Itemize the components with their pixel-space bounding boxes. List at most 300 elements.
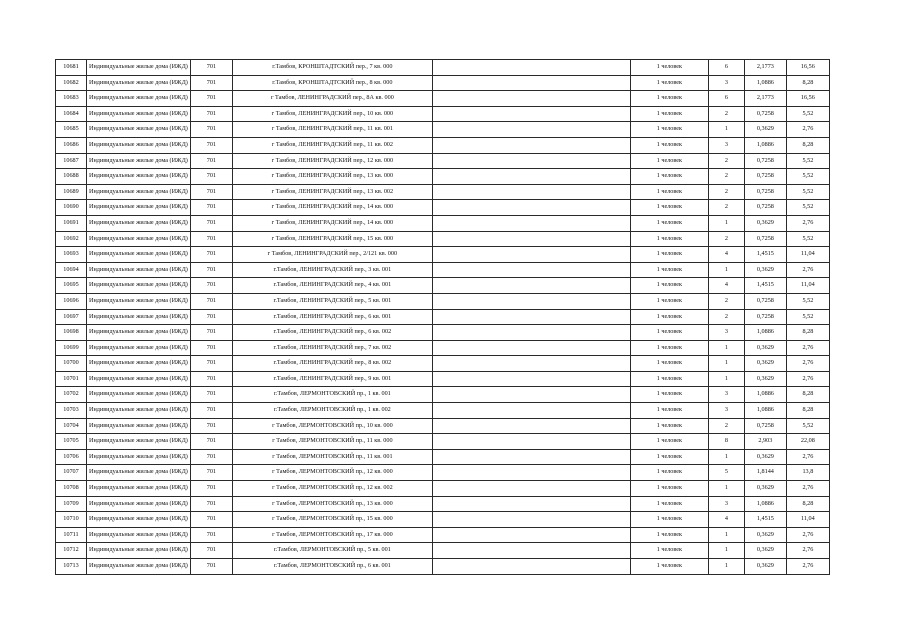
row-id-cell: 10706 — [56, 449, 87, 465]
quantity-cell: 1 — [708, 559, 744, 575]
table-row — [56, 247, 830, 263]
building-type-cell: Индивидуальные жилые дома (ИЖД) — [87, 512, 191, 528]
address-cell: г.Тамбов, ЛЕРМОНТОВСКИЙ пр., 1 кв. 001 — [232, 387, 432, 403]
table-row — [56, 122, 830, 138]
code-cell: 701 — [190, 215, 232, 231]
building-type-cell: Индивидуальные жилые дома (ИЖД) — [87, 449, 191, 465]
unit-cell: 1 человек — [630, 309, 708, 325]
value-cell: 8,28 — [786, 75, 829, 91]
table-row — [56, 200, 830, 216]
row-id-cell: 10711 — [56, 527, 87, 543]
table-row — [56, 481, 830, 497]
note-cell — [432, 527, 630, 543]
address-cell: г.Тамбов, ЛЕНИНГРАДСКИЙ пер., 4 кв. 001 — [232, 278, 432, 294]
coefficient-cell: 0,3629 — [744, 543, 786, 559]
coefficient-cell: 1,4515 — [744, 512, 786, 528]
value-cell: 5,52 — [786, 153, 829, 169]
quantity-cell: 1 — [708, 543, 744, 559]
quantity-cell: 6 — [708, 91, 744, 107]
unit-cell: 1 человек — [630, 262, 708, 278]
unit-cell: 1 человек — [630, 434, 708, 450]
code-cell: 701 — [190, 75, 232, 91]
coefficient-cell: 2,1773 — [744, 91, 786, 107]
code-cell: 701 — [190, 278, 232, 294]
table-row — [56, 527, 830, 543]
note-cell — [432, 137, 630, 153]
table-row — [56, 153, 830, 169]
table-row — [56, 465, 830, 481]
quantity-cell: 2 — [708, 106, 744, 122]
building-type-cell: Индивидуальные жилые дома (ИЖД) — [87, 559, 191, 575]
data-table — [55, 59, 830, 575]
building-type-cell: Индивидуальные жилые дома (ИЖД) — [87, 496, 191, 512]
value-cell: 8,28 — [786, 137, 829, 153]
table-row — [56, 387, 830, 403]
building-type-cell: Индивидуальные жилые дома (ИЖД) — [87, 481, 191, 497]
quantity-cell: 1 — [708, 215, 744, 231]
coefficient-cell: 0,7258 — [744, 106, 786, 122]
table-row — [56, 325, 830, 341]
code-cell: 701 — [190, 200, 232, 216]
note-cell — [432, 122, 630, 138]
note-cell — [432, 325, 630, 341]
row-id-cell: 10682 — [56, 75, 87, 91]
row-id-cell: 10698 — [56, 325, 87, 341]
building-type-cell: Индивидуальные жилые дома (ИЖД) — [87, 293, 191, 309]
quantity-cell: 8 — [708, 434, 744, 450]
coefficient-cell: 0,3629 — [744, 356, 786, 372]
row-id-cell: 10707 — [56, 465, 87, 481]
building-type-cell: Индивидуальные жилые дома (ИЖД) — [87, 137, 191, 153]
address-cell: г Тамбов, ЛЕНИНГРАДСКИЙ пер., 8А кв. 000 — [232, 91, 432, 107]
note-cell — [432, 106, 630, 122]
address-cell: г.Тамбов, ЛЕРМОНТОВСКИЙ пр., 5 кв. 001 — [232, 543, 432, 559]
value-cell: 13,8 — [786, 465, 829, 481]
value-cell: 11,04 — [786, 512, 829, 528]
unit-cell: 1 человек — [630, 169, 708, 185]
building-type-cell: Индивидуальные жилые дома (ИЖД) — [87, 75, 191, 91]
note-cell — [432, 559, 630, 575]
address-cell: г Тамбов, ЛЕНИНГРАДСКИЙ пер., 14 кв. 000 — [232, 215, 432, 231]
code-cell: 701 — [190, 559, 232, 575]
table-body — [56, 60, 830, 575]
coefficient-cell: 1,4515 — [744, 247, 786, 263]
coefficient-cell: 0,7258 — [744, 184, 786, 200]
coefficient-cell: 0,7258 — [744, 200, 786, 216]
building-type-cell: Индивидуальные жилые дома (ИЖД) — [87, 60, 191, 76]
value-cell: 8,28 — [786, 387, 829, 403]
row-id-cell: 10701 — [56, 371, 87, 387]
note-cell — [432, 403, 630, 419]
coefficient-cell: 0,3629 — [744, 449, 786, 465]
note-cell — [432, 153, 630, 169]
code-cell: 701 — [190, 293, 232, 309]
row-id-cell: 10703 — [56, 403, 87, 419]
note-cell — [432, 465, 630, 481]
address-cell: г.Тамбов, ЛЕНИНГРАДСКИЙ пер., 6 кв. 002 — [232, 325, 432, 341]
unit-cell: 1 человек — [630, 278, 708, 294]
building-type-cell: Индивидуальные жилые дома (ИЖД) — [87, 309, 191, 325]
code-cell: 701 — [190, 481, 232, 497]
value-cell: 16,56 — [786, 60, 829, 76]
value-cell: 2,76 — [786, 122, 829, 138]
unit-cell: 1 человек — [630, 106, 708, 122]
quantity-cell: 3 — [708, 137, 744, 153]
address-cell: г Тамбов, ЛЕНИНГРАДСКИЙ пер., 11 кв. 002 — [232, 137, 432, 153]
row-id-cell: 10705 — [56, 434, 87, 450]
note-cell — [432, 543, 630, 559]
quantity-cell: 1 — [708, 340, 744, 356]
quantity-cell: 1 — [708, 356, 744, 372]
coefficient-cell: 1,0886 — [744, 496, 786, 512]
code-cell: 701 — [190, 137, 232, 153]
address-cell: г.Тамбов, ЛЕНИНГРАДСКИЙ пер., 9 кв. 001 — [232, 371, 432, 387]
quantity-cell: 4 — [708, 512, 744, 528]
address-cell: г.Тамбов, ЛЕНИНГРАДСКИЙ пер., 5 кв. 001 — [232, 293, 432, 309]
note-cell — [432, 449, 630, 465]
code-cell: 701 — [190, 184, 232, 200]
row-id-cell: 10708 — [56, 481, 87, 497]
note-cell — [432, 512, 630, 528]
building-type-cell: Индивидуальные жилые дома (ИЖД) — [87, 356, 191, 372]
coefficient-cell: 1,4515 — [744, 278, 786, 294]
quantity-cell: 1 — [708, 371, 744, 387]
building-type-cell: Индивидуальные жилые дома (ИЖД) — [87, 215, 191, 231]
unit-cell: 1 человек — [630, 387, 708, 403]
building-type-cell: Индивидуальные жилые дома (ИЖД) — [87, 106, 191, 122]
value-cell: 16,56 — [786, 91, 829, 107]
coefficient-cell: 0,7258 — [744, 231, 786, 247]
coefficient-cell: 1,8144 — [744, 465, 786, 481]
note-cell — [432, 356, 630, 372]
code-cell: 701 — [190, 449, 232, 465]
address-cell: г.Тамбов, КРОНШТАДТСКИЙ пер., 7 кв. 000 — [232, 60, 432, 76]
quantity-cell: 2 — [708, 293, 744, 309]
address-cell: г Тамбов, ЛЕРМОНТОВСКИЙ пр., 11 кв. 001 — [232, 449, 432, 465]
building-type-cell: Индивидуальные жилые дома (ИЖД) — [87, 465, 191, 481]
coefficient-cell: 1,0886 — [744, 137, 786, 153]
row-id-cell: 10713 — [56, 559, 87, 575]
unit-cell: 1 человек — [630, 122, 708, 138]
address-cell: г Тамбов, ЛЕНИНГРАДСКИЙ пер., 15 кв. 000 — [232, 231, 432, 247]
quantity-cell: 2 — [708, 153, 744, 169]
building-type-cell: Индивидуальные жилые дома (ИЖД) — [87, 403, 191, 419]
table-row — [56, 496, 830, 512]
quantity-cell: 1 — [708, 481, 744, 497]
building-type-cell: Индивидуальные жилые дома (ИЖД) — [87, 371, 191, 387]
quantity-cell: 3 — [708, 325, 744, 341]
table-row — [56, 449, 830, 465]
code-cell: 701 — [190, 122, 232, 138]
code-cell: 701 — [190, 231, 232, 247]
value-cell: 2,76 — [786, 527, 829, 543]
value-cell: 5,52 — [786, 169, 829, 185]
coefficient-cell: 0,3629 — [744, 481, 786, 497]
table-row — [56, 559, 830, 575]
code-cell: 701 — [190, 356, 232, 372]
building-type-cell: Индивидуальные жилые дома (ИЖД) — [87, 278, 191, 294]
value-cell: 2,76 — [786, 543, 829, 559]
address-cell: г Тамбов, ЛЕРМОНТОВСКИЙ пр., 12 кв. 002 — [232, 481, 432, 497]
code-cell: 701 — [190, 340, 232, 356]
row-id-cell: 10702 — [56, 387, 87, 403]
table-row — [56, 215, 830, 231]
unit-cell: 1 человек — [630, 75, 708, 91]
value-cell: 2,76 — [786, 559, 829, 575]
row-id-cell: 10685 — [56, 122, 87, 138]
quantity-cell: 3 — [708, 75, 744, 91]
note-cell — [432, 371, 630, 387]
address-cell: г Тамбов, ЛЕНИНГРАДСКИЙ пер., 14 кв. 000 — [232, 200, 432, 216]
address-cell: г.Тамбов, ЛЕРМОНТОВСКИЙ пр., 1 кв. 002 — [232, 403, 432, 419]
code-cell: 701 — [190, 403, 232, 419]
address-cell: г Тамбов, ЛЕРМОНТОВСКИЙ пр., 13 кв. 000 — [232, 496, 432, 512]
coefficient-cell: 0,3629 — [744, 340, 786, 356]
unit-cell: 1 человек — [630, 293, 708, 309]
coefficient-cell: 0,3629 — [744, 371, 786, 387]
building-type-cell: Индивидуальные жилые дома (ИЖД) — [87, 169, 191, 185]
coefficient-cell: 0,7258 — [744, 293, 786, 309]
row-id-cell: 10686 — [56, 137, 87, 153]
address-cell: г Тамбов, ЛЕНИНГРАДСКИЙ пер., 10 кв. 000 — [232, 106, 432, 122]
code-cell: 701 — [190, 247, 232, 263]
unit-cell: 1 человек — [630, 527, 708, 543]
address-cell: г.Тамбов, КРОНШТАДТСКИЙ пер., 8 кв. 000 — [232, 75, 432, 91]
row-id-cell: 10704 — [56, 418, 87, 434]
unit-cell: 1 человек — [630, 481, 708, 497]
coefficient-cell: 0,7258 — [744, 169, 786, 185]
value-cell: 2,76 — [786, 371, 829, 387]
note-cell — [432, 91, 630, 107]
note-cell — [432, 169, 630, 185]
quantity-cell: 5 — [708, 465, 744, 481]
table-row — [56, 512, 830, 528]
value-cell: 5,52 — [786, 293, 829, 309]
row-id-cell: 10700 — [56, 356, 87, 372]
address-cell: г Тамбов, ЛЕНИНГРАДСКИЙ пер., 2/121 кв. 000 — [232, 247, 432, 263]
table-row — [56, 231, 830, 247]
unit-cell: 1 человек — [630, 496, 708, 512]
value-cell: 5,52 — [786, 106, 829, 122]
building-type-cell: Индивидуальные жилые дома (ИЖД) — [87, 262, 191, 278]
unit-cell: 1 человек — [630, 231, 708, 247]
row-id-cell: 10688 — [56, 169, 87, 185]
note-cell — [432, 278, 630, 294]
quantity-cell: 1 — [708, 449, 744, 465]
row-id-cell: 10692 — [56, 231, 87, 247]
code-cell: 701 — [190, 169, 232, 185]
unit-cell: 1 человек — [630, 153, 708, 169]
note-cell — [432, 75, 630, 91]
table-row — [56, 184, 830, 200]
building-type-cell: Индивидуальные жилые дома (ИЖД) — [87, 418, 191, 434]
note-cell — [432, 215, 630, 231]
value-cell: 5,52 — [786, 184, 829, 200]
coefficient-cell: 2,903 — [744, 434, 786, 450]
unit-cell: 1 человек — [630, 559, 708, 575]
table-row — [56, 278, 830, 294]
coefficient-cell: 0,3629 — [744, 215, 786, 231]
table-row — [56, 371, 830, 387]
row-id-cell: 10690 — [56, 200, 87, 216]
value-cell: 2,76 — [786, 449, 829, 465]
address-cell: г.Тамбов, ЛЕНИНГРАДСКИЙ пер., 6 кв. 001 — [232, 309, 432, 325]
address-cell: г.Тамбов, ЛЕНИНГРАДСКИЙ пер., 3 кв. 001 — [232, 262, 432, 278]
coefficient-cell: 1,0886 — [744, 75, 786, 91]
table-row — [56, 75, 830, 91]
coefficient-cell: 1,0886 — [744, 387, 786, 403]
address-cell: г Тамбов, ЛЕНИНГРАДСКИЙ пер., 13 кв. 002 — [232, 184, 432, 200]
note-cell — [432, 184, 630, 200]
building-type-cell: Индивидуальные жилые дома (ИЖД) — [87, 122, 191, 138]
row-id-cell: 10684 — [56, 106, 87, 122]
table-row — [56, 106, 830, 122]
row-id-cell: 10689 — [56, 184, 87, 200]
coefficient-cell: 1,0886 — [744, 403, 786, 419]
code-cell: 701 — [190, 496, 232, 512]
table-row — [56, 434, 830, 450]
code-cell: 701 — [190, 91, 232, 107]
code-cell: 701 — [190, 325, 232, 341]
row-id-cell: 10694 — [56, 262, 87, 278]
note-cell — [432, 418, 630, 434]
address-cell: г Тамбов, ЛЕРМОНТОВСКИЙ пр., 15 кв. 000 — [232, 512, 432, 528]
row-id-cell: 10696 — [56, 293, 87, 309]
unit-cell: 1 человек — [630, 340, 708, 356]
address-cell: г Тамбов, ЛЕНИНГРАДСКИЙ пер., 11 кв. 001 — [232, 122, 432, 138]
coefficient-cell: 0,7258 — [744, 153, 786, 169]
table-row — [56, 403, 830, 419]
building-type-cell: Индивидуальные жилые дома (ИЖД) — [87, 184, 191, 200]
row-id-cell: 10681 — [56, 60, 87, 76]
value-cell: 2,76 — [786, 340, 829, 356]
value-cell: 5,52 — [786, 418, 829, 434]
note-cell — [432, 60, 630, 76]
code-cell: 701 — [190, 106, 232, 122]
note-cell — [432, 340, 630, 356]
building-type-cell: Индивидуальные жилые дома (ИЖД) — [87, 91, 191, 107]
note-cell — [432, 231, 630, 247]
address-cell: г Тамбов, ЛЕРМОНТОВСКИЙ пр., 11 кв. 000 — [232, 434, 432, 450]
quantity-cell: 2 — [708, 309, 744, 325]
table-row — [56, 169, 830, 185]
unit-cell: 1 человек — [630, 512, 708, 528]
unit-cell: 1 человек — [630, 465, 708, 481]
quantity-cell: 3 — [708, 496, 744, 512]
quantity-cell: 2 — [708, 418, 744, 434]
building-type-cell: Индивидуальные жилые дома (ИЖД) — [87, 200, 191, 216]
note-cell — [432, 434, 630, 450]
unit-cell: 1 человек — [630, 247, 708, 263]
note-cell — [432, 496, 630, 512]
unit-cell: 1 человек — [630, 403, 708, 419]
row-id-cell: 10693 — [56, 247, 87, 263]
table-row — [56, 309, 830, 325]
quantity-cell: 2 — [708, 169, 744, 185]
building-type-cell: Индивидуальные жилые дома (ИЖД) — [87, 387, 191, 403]
value-cell: 5,52 — [786, 309, 829, 325]
row-id-cell: 10687 — [56, 153, 87, 169]
code-cell: 701 — [190, 543, 232, 559]
table-row — [56, 60, 830, 76]
value-cell: 2,76 — [786, 215, 829, 231]
quantity-cell: 1 — [708, 122, 744, 138]
code-cell: 701 — [190, 262, 232, 278]
coefficient-cell: 2,1773 — [744, 60, 786, 76]
quantity-cell: 1 — [708, 262, 744, 278]
value-cell: 2,76 — [786, 481, 829, 497]
address-cell: г.Тамбов, ЛЕРМОНТОВСКИЙ пр., 6 кв. 001 — [232, 559, 432, 575]
value-cell: 22,08 — [786, 434, 829, 450]
address-cell: г.Тамбов, ЛЕНИНГРАДСКИЙ пер., 7 кв. 002 — [232, 340, 432, 356]
table-row — [56, 293, 830, 309]
unit-cell: 1 человек — [630, 356, 708, 372]
code-cell: 701 — [190, 387, 232, 403]
code-cell: 701 — [190, 434, 232, 450]
table-row — [56, 262, 830, 278]
table-row — [56, 91, 830, 107]
unit-cell: 1 человек — [630, 184, 708, 200]
row-id-cell: 10683 — [56, 91, 87, 107]
row-id-cell: 10699 — [56, 340, 87, 356]
table-row — [56, 137, 830, 153]
table-row — [56, 356, 830, 372]
code-cell: 701 — [190, 153, 232, 169]
unit-cell: 1 человек — [630, 543, 708, 559]
building-type-cell: Индивидуальные жилые дома (ИЖД) — [87, 340, 191, 356]
code-cell: 701 — [190, 465, 232, 481]
code-cell: 701 — [190, 418, 232, 434]
row-id-cell: 10709 — [56, 496, 87, 512]
coefficient-cell: 1,0886 — [744, 325, 786, 341]
unit-cell: 1 человек — [630, 371, 708, 387]
unit-cell: 1 человек — [630, 200, 708, 216]
address-cell: г Тамбов, ЛЕНИНГРАДСКИЙ пер., 13 кв. 000 — [232, 169, 432, 185]
coefficient-cell: 0,3629 — [744, 527, 786, 543]
unit-cell: 1 человек — [630, 418, 708, 434]
value-cell: 8,28 — [786, 496, 829, 512]
code-cell: 701 — [190, 527, 232, 543]
building-type-cell: Индивидуальные жилые дома (ИЖД) — [87, 434, 191, 450]
quantity-cell: 2 — [708, 200, 744, 216]
value-cell: 2,76 — [786, 262, 829, 278]
address-cell: г Тамбов, ЛЕРМОНТОВСКИЙ пр., 12 кв. 000 — [232, 465, 432, 481]
row-id-cell: 10695 — [56, 278, 87, 294]
quantity-cell: 3 — [708, 403, 744, 419]
value-cell: 8,28 — [786, 403, 829, 419]
note-cell — [432, 387, 630, 403]
unit-cell: 1 человек — [630, 449, 708, 465]
row-id-cell: 10691 — [56, 215, 87, 231]
coefficient-cell: 0,7258 — [744, 309, 786, 325]
code-cell: 701 — [190, 512, 232, 528]
coefficient-cell: 0,3629 — [744, 122, 786, 138]
value-cell: 8,28 — [786, 325, 829, 341]
row-id-cell: 10712 — [56, 543, 87, 559]
address-cell: г.Тамбов, ЛЕНИНГРАДСКИЙ пер., 8 кв. 002 — [232, 356, 432, 372]
unit-cell: 1 человек — [630, 215, 708, 231]
unit-cell: 1 человек — [630, 325, 708, 341]
quantity-cell: 2 — [708, 184, 744, 200]
table-row — [56, 340, 830, 356]
building-type-cell: Индивидуальные жилые дома (ИЖД) — [87, 247, 191, 263]
note-cell — [432, 247, 630, 263]
table-row — [56, 543, 830, 559]
building-type-cell: Индивидуальные жилые дома (ИЖД) — [87, 527, 191, 543]
value-cell: 2,76 — [786, 356, 829, 372]
unit-cell: 1 человек — [630, 137, 708, 153]
coefficient-cell: 0,3629 — [744, 262, 786, 278]
